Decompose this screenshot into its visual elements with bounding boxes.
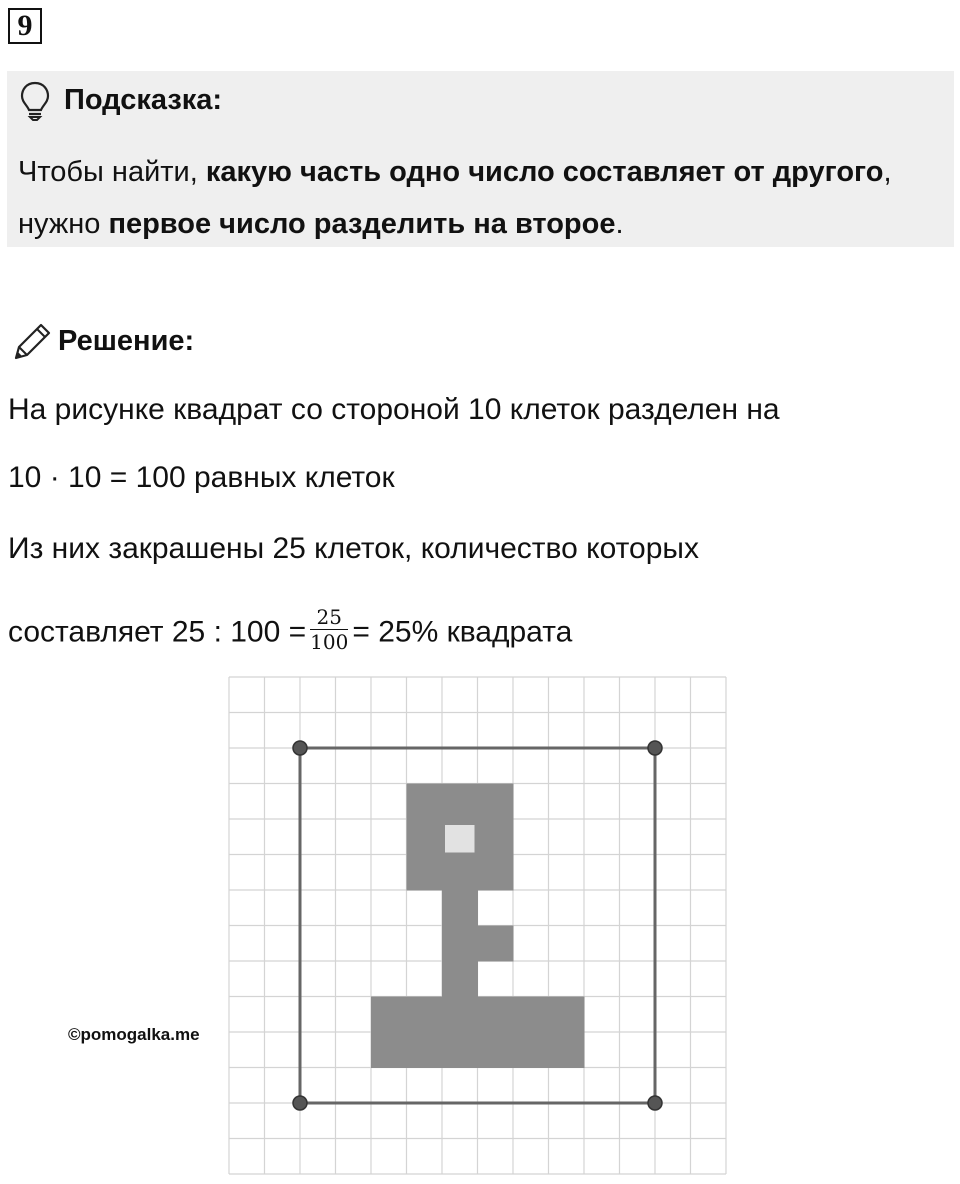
shaded-cell <box>549 1032 585 1068</box>
grid-figure <box>228 676 730 1178</box>
shaded-cell <box>407 784 443 820</box>
shaded-cell <box>478 997 514 1033</box>
shaded-cell <box>407 855 443 891</box>
shaded-cell <box>442 926 478 962</box>
pencil-icon <box>10 320 54 364</box>
solution-line-4 <box>8 605 573 657</box>
shaded-cell <box>442 855 478 891</box>
hint-text: Чтобы найти, какую часть одно число составляет от другого, нужно первое число разделить на второе. <box>18 156 892 240</box>
shaded-cell <box>442 890 478 926</box>
shaded-cell <box>549 997 585 1033</box>
shaded-cell <box>407 997 443 1033</box>
shaded-cell <box>478 1032 514 1068</box>
shaded-cell <box>442 784 478 820</box>
fraction-denominator: 100 <box>310 630 349 654</box>
solution-line-1: На рисунке квадрат со стороной 10 клеток разделен на <box>8 393 780 426</box>
watermark: ©pomogalka.me <box>68 1025 200 1044</box>
shaded-cell <box>478 784 514 820</box>
task-number: 9 <box>8 8 42 44</box>
shaded-cell <box>407 819 443 855</box>
square-vertex <box>293 741 307 755</box>
shaded-cell <box>478 855 514 891</box>
shaded-cell <box>371 997 407 1033</box>
line-4-end: = 25% квадрата <box>352 615 573 649</box>
shaded-cell <box>513 997 549 1033</box>
hint-title: Подсказка: <box>64 84 223 116</box>
solution-line-3: Из них закрашены 25 клеток, количество которых <box>8 532 699 565</box>
unshaded-center-cell <box>445 825 475 853</box>
lightbulb-icon <box>18 80 52 122</box>
shaded-cell <box>371 1032 407 1068</box>
shaded-cell <box>442 997 478 1033</box>
solution-line-2: 10 · 10 = 100 равных клеток <box>8 461 395 494</box>
shaded-cell <box>478 819 514 855</box>
square-vertex <box>648 741 662 755</box>
shaded-cell <box>442 1032 478 1068</box>
line-4-start: составляет 25 : 100 = <box>8 615 307 649</box>
shaded-cell <box>478 926 514 962</box>
fraction-numerator: 25 <box>310 606 348 630</box>
fraction <box>310 606 348 653</box>
square-vertex <box>293 1096 307 1110</box>
shaded-cell <box>442 961 478 997</box>
shaded-cell <box>513 1032 549 1068</box>
shaded-cell <box>407 1032 443 1068</box>
solution-title: Решение: <box>58 325 195 357</box>
square-vertex <box>648 1096 662 1110</box>
